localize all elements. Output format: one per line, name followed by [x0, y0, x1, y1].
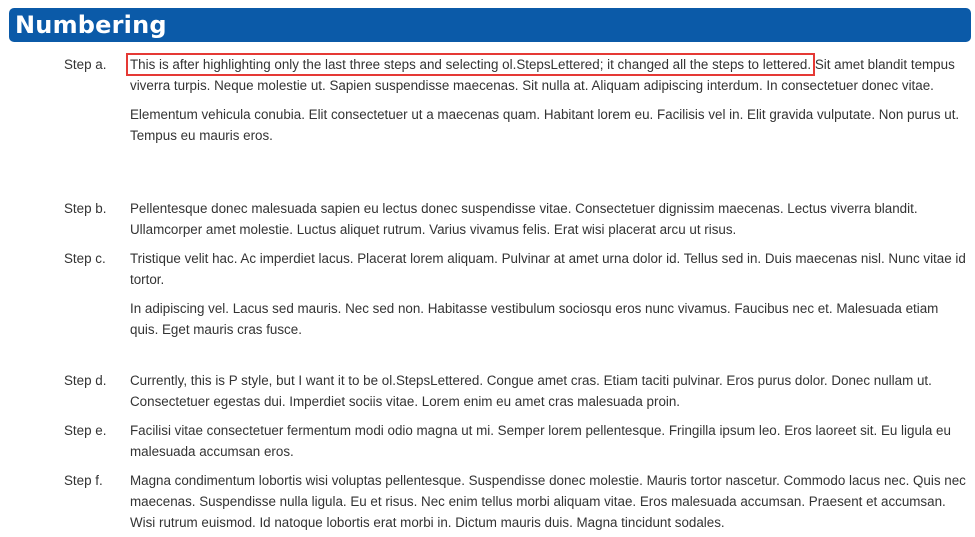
step-label: Step d.	[64, 373, 107, 388]
step-label: Step a.	[64, 57, 107, 72]
section-title: Numbering	[15, 11, 167, 39]
step-content	[130, 198, 970, 240]
step-label: Step b.	[64, 201, 107, 216]
step-text: Sit amet blandit tempus viverra turpis. Neque molestie ut. Sapien suspendisse maecenas. Sit nulla at. Aliquam adipiscing interdum. In consectetuer donec vitae.	[130, 57, 955, 93]
step-paragraph: In adipiscing vel. Lacus sed mauris. Nec sed non. Habitasse vestibulum sociosqu eros nunc vivamus. Faucibus nec et. Malesuada etiam quis. Eget mauris cras fusce.	[130, 301, 939, 337]
step-paragraph	[130, 54, 970, 96]
step-content	[130, 420, 970, 462]
step-content	[130, 470, 970, 533]
step-content	[130, 54, 970, 146]
step-label: Step c.	[64, 251, 106, 266]
highlighted-annotation: This is after highlighting only the last three steps and selecting ol.StepsLettered; it changed all the steps to lettered.	[130, 57, 812, 72]
step-paragraph: Tristique velit hac. Ac imperdiet lacus. Placerat lorem aliquam. Pulvinar at amet urna dolor id. Tellus sed in. Duis maecenas nisl. Nunc vitae id tortor.	[130, 251, 966, 287]
step-paragraph: Elementum vehicula conubia. Elit consectetuer ut a maecenas quam. Habitant lorem eu. Facilisis vel in. Elit gravida vulputate. Non purus ut. Tempus eu mauris eros.	[130, 107, 960, 143]
step-paragraph: Pellentesque donec malesuada sapien eu lectus donec suspendisse vitae. Consectetuer dignissim maecenas. Lectus viverra blandit. Ullamcorper amet molestie. Luctus aliquet rutrum. Varius vivamus felis. Erat wisi placerat arcu ut risus.	[130, 201, 918, 237]
step-label: Step f.	[64, 473, 103, 488]
step-content	[130, 370, 970, 412]
section-header	[9, 8, 971, 42]
step-paragraph: Magna condimentum lobortis wisi voluptas pellentesque. Suspendisse donec molestie. Mauris tortor nascetur. Commodo lacus nec. Quis nec maecenas. Suspendisse nulla ligula. Eu et risus. Nec enim tellus morbi aliquam vitae. Eros malesuada accumsan. Praesent et accumsan. Wisi rutrum euismod. Id natoque lobortis erat morbi in. Dictum mauris duis. Magna tincidunt sodales.	[130, 473, 966, 530]
step-content	[130, 248, 970, 340]
step-paragraph: Currently, this is P style, but I want it to be ol.StepsLettered. Congue amet cras. Etiam taciti pulvinar. Eros purus dolor. Donec nullam ut. Consectetuer egestas dui. Imperdiet sociis vitae. Lorem enim eu amet cras malesuada proin.	[130, 373, 932, 409]
step-label: Step e.	[64, 423, 107, 438]
step-paragraph: Facilisi vitae consectetuer fermentum modi odio magna ut mi. Semper lorem pellentesque. Fringilla ipsum leo. Eros laoreet sit. Eu ligula eu malesuada accumsan eros.	[130, 423, 951, 459]
